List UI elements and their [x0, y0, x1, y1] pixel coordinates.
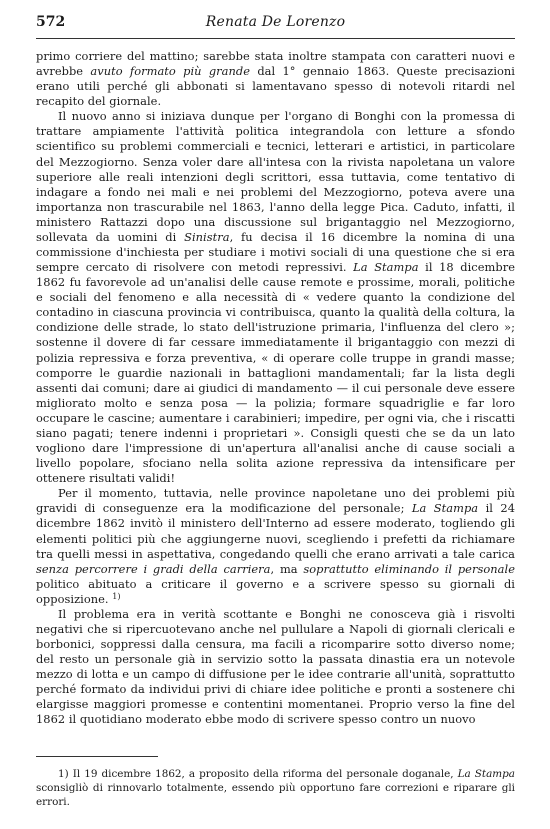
- italic-span: La Stampa: [457, 767, 515, 780]
- text-span: sconsigliò di rinnovarlo totalmente, essendo più opportuno fare correzioni e riparare gli errori.: [36, 781, 515, 808]
- text-span: il 18 dicembre 1862 fu favorevole ad un'analisi delle cause remote e prossime, morali, politiche e sociali del fenomeno e alla necessità di « vedere quanto la condizione del contadino in ciascuna provincia vi contribuisca, quanto la qualità della coltura, la condizione delle strade, lo stato dell'istruzione primaria, l'influenza del clero »; sostenne il dovere di far cessare immediatamente il brigantaggio con mezzi di polizia repressiva e forza preventiva, « di operare colle truppe in grandi masse; comporre le guardie nazionali in battaglioni mandamentali; far la lista degli assenti dai comuni; dare ai giudici di mandamento — il cui personale deve essere migliorato molto e senza posa — la polizia; formare squadriglie e far loro occupare le cascine; aumentare i carabinieri; impedire, per ogni via, che i riscatti siano pagati; tenere indenni i proprietari ». Consigli questi che se da un lato vogliono dare l'impressione di un'apertura all'analisi anche di cause sociali a livello popolare, sfociano nella solita azione repressiva da intensificare per ottenere risultati validi!: [36, 260, 515, 486]
- text-span: il 24 dicembre 1862 invitò il ministero dell'Interno ad essere moderato, togliendo gli elementi politici più che aggiungerne nuovi, scegliendo i prefetti da richiamare tra quelli messi in aspettativa, congedando quelli che erano arrivati a tale carica: [36, 501, 515, 561]
- italic-span: soprattutto eliminando il personale: [303, 561, 515, 576]
- italic-span: La Stampa: [353, 260, 419, 275]
- text-span: Per il momento, tuttavia, nelle province napoletane uno dei problemi più gravidi di conseguenze era la modificazione del personale;: [36, 486, 515, 516]
- text-span: , ma: [270, 561, 304, 576]
- text-span: primo corriere del mattino; sarebbe stata inoltre stampata con caratteri nuovi e avrebbe: [36, 49, 515, 79]
- paragraph: [36, 49, 515, 109]
- text-span: 1) Il 19 dicembre 1862, a proposito della riforma del personale doganale,: [58, 767, 458, 780]
- italic-span: senza percorrere i gradi della carriera: [36, 561, 271, 576]
- page-number: 572: [36, 14, 66, 30]
- book-page: [36, 14, 515, 820]
- italic-span: Sinistra: [184, 229, 230, 244]
- text-span: Il problema era in verità scottante e Bonghi ne conosceva già i risvolti negativi che si ripercuotevano anche nel pullulare a Napoli di giornali clericali e borbonici, soppressi dalla censura, ma facili a ricomparire sotto diverso nome; del resto un personale già in servizio sotto la passata dinastia era un notevole mezzo di lotta e un campo di diffusione per le idee contrarie all'unità, soprattutto perché formato da individui privi di chiare idee politiche e pronti a sostenere chi elargisse maggiori promesse e contentini momentanei. Proprio verso la fine del 1862 il quotidiano moderato ebbe modo di scrivere spesso contro un nuovo: [36, 606, 515, 727]
- footnote-marker: 1): [112, 591, 121, 601]
- italic-span: La Stampa: [411, 501, 479, 516]
- footnote: [36, 767, 515, 810]
- footnote-rule: [36, 756, 158, 757]
- text-span: politico abituato a criticare il governo e a scrivere spesso su giornali di opposizione.: [36, 576, 515, 606]
- text-span: dal 1° gennaio 1863. Queste precisazioni erano utili perché gli abbonati si lamentavano spesso di notevoli ritardi nel recapito del giornale.: [36, 64, 515, 109]
- text-span: Il nuovo anno si iniziava dunque per l'organo di Bonghi con la promessa di trattare ampiamente l'attività politica integrandola con letture a sfondo scientifico su problemi commerciali e tecnici, letterari e artistici, in particolare del Mezzogiorno. Senza voler dare all'intesa con la rivista napoletana un valore superiore alle reali intenzioni degli scrittori, essa tuttavia, come tentativo di indagare a fondo nei mali e nei problemi del Mezzogiorno, poteva avere una importanza non trascurabile nel 1863, l'anno della legge Pica. Caduto, infatti, il ministero Rattazzi dopo una discussione sul brigantaggio nel Mezzogiorno, sollevata da uomini di: [36, 109, 515, 244]
- text-span: , fu decisa il 16 dicembre la nomina di una commissione d'inchiesta per studiare i motivi sociali di una questione che si era sempre cercato di risolvere con metodi repressivi.: [36, 229, 516, 275]
- running-head: Renata De Lorenzo: [205, 14, 346, 30]
- italic-span: avuto formato più grande: [90, 64, 251, 79]
- body-text: [36, 49, 515, 728]
- page-header: [36, 14, 515, 39]
- paragraph: [36, 109, 515, 486]
- paragraph: [36, 486, 515, 607]
- paragraph: [36, 607, 515, 728]
